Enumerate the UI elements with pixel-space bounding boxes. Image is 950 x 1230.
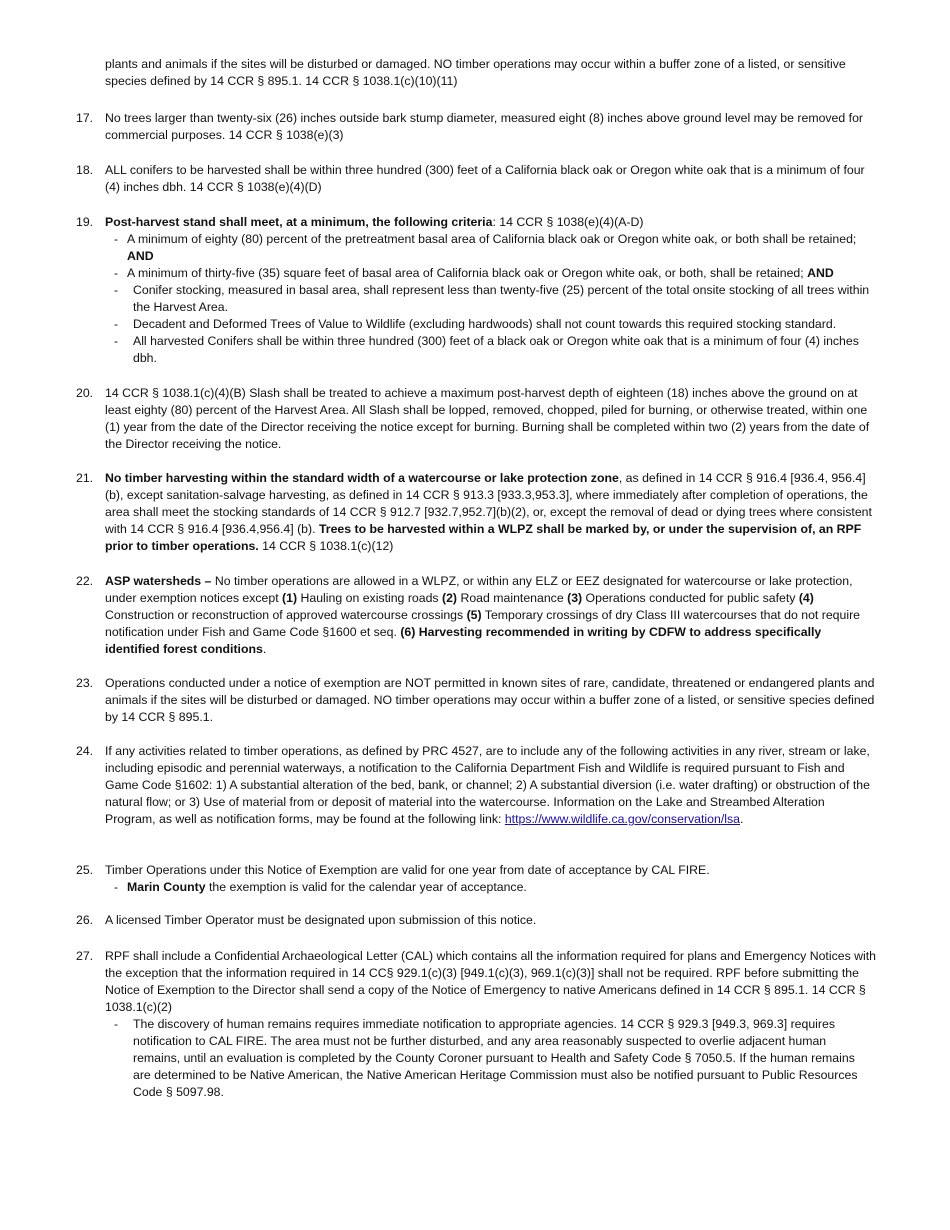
item-number: 18.: [76, 163, 94, 177]
item-body-text: If any activities related to timber operations, as defined by PRC 4527, are to include any of the following activities in any river, stream or lake, including episodic and perennial waterways, a notification to the California Department Fish and Wildlife is required pursuant to Fish and Game Code §1602: 1) A substantial alteration of the bed, bank, or channel; 2) A substantial diversion (i.e. water drafting) or obstruction of the natural flow; or 3) Use of material from or deposit of material into the watercourse. Information on the Lake and Streambed Alteration Program, as well as notification forms, may be found at the following link:: [105, 744, 870, 826]
item-bold-text: (6) Harvesting recommended in writing by CDFW to address specifically identified forest conditions: [105, 625, 822, 656]
item-20: [76, 385, 876, 453]
sub-item-text: A minimum of eighty (80) percent of the pretreatment basal area of California black oak or Oregon white oak, or both shall be retained;: [127, 232, 857, 246]
sub-item-bold: AND: [127, 249, 154, 263]
dash-bullet: -: [114, 317, 119, 331]
sub-item-text: Conifer stocking, measured in basal area, shall represent less than twenty-five (25) percent of the total onsite stocking of all trees within the Harvest Area.: [133, 283, 870, 314]
item-number: 17.: [76, 111, 94, 125]
sub-item-text: Decadent and Deformed Trees of Value to Wildlife (excluding hardwoods) shall not count towards this required stocking standard.: [133, 317, 837, 331]
item-21: [76, 470, 876, 555]
item-number: 24.: [76, 744, 94, 758]
item-text: ALL conifers to be harvested shall be within three hundred (300) feet of a California black oak or Oregon white oak that is a minimum of four (4) inches dbh. 14 CCR § 1038(e)(4)(D): [105, 163, 865, 194]
item-body-text: , as defined in 14 CCR § 916.4 [936.4, 956.4](b), except sanitation-salvage harvesting, as defined in 14 CCR § 913.3 [933.3,953.3], where immediately after completion of operations, the area shall meet the stocking standards of 14 CCR § 912.7 [932.7,952.7](b)(2), or, except the removal of dead or dying trees where consistent with 14 CCR § 916.4 [936.4,956.4] (b).: [105, 471, 872, 536]
item-bold-text: Trees to be harvested within a WLPZ shall be marked by, or under the supervision of, an RPF prior to timber operations.: [105, 522, 862, 553]
item-number: 26.: [76, 913, 94, 927]
sub-item-bold: Marin County: [127, 880, 206, 894]
dash-bullet: -: [114, 232, 119, 246]
item-bold-text: (5): [466, 608, 482, 622]
item-26: [76, 912, 876, 929]
sub-item: [105, 333, 876, 367]
item-23: [76, 675, 876, 726]
sub-item-text: A minimum of thirty-five (35) square feet of basal area of California black oak or Oregon white oak, or both, shall be retained;: [127, 266, 808, 280]
dash-bullet: -: [114, 266, 119, 280]
item-text: Operations conducted under a notice of exemption are NOT permitted in known sites of rare, candidate, threatened or endangered plants and animals if the sites will be disturbed or damaged. NO timber operations may occur within a buffer zone of a listed, or sensitive species defined by 14 CCR § 895.1.: [105, 676, 875, 724]
item-18: [76, 162, 876, 196]
item-body-text: Temporary crossings of dry Class III watercourses that do not require notification under Fish and Game Code §1600 et seq.: [105, 608, 861, 639]
item-bold-text: ASP watersheds –: [105, 574, 212, 588]
dash-bullet: -: [114, 1017, 119, 1031]
dash-bullet: -: [114, 283, 119, 297]
sub-item: [105, 879, 876, 896]
sub-item-text: The discovery of human remains requires immediate notification to appropriate agencies. 14 CCR § 929.3 [949.3, 969.3] requires notification to CAL FIRE. The area must not be further disturbed, and any area reasonably suspected to overlie adjacent human remains, until an evaluation is completed by the County Coroner pursuant to Health and Safety Code § 7050.5. If the human remains are determined to be Native American, the Native American Heritage Commission must also be notified pursuant to Public Resources Code § 5097.98.: [133, 1017, 858, 1099]
item-number: 21.: [76, 471, 94, 485]
item-bold-text: No timber harvesting within the standard width of a watercourse or lake protection zone: [105, 471, 619, 485]
item-25: [76, 862, 876, 896]
lsa-link[interactable]: https://www.wildlife.ca.gov/conservation/lsa: [504, 812, 740, 826]
item-number: 23.: [76, 676, 94, 690]
item-bold-text: (4): [798, 591, 814, 605]
sub-item: [105, 265, 876, 282]
item-citation: 14 CCR § 1038.1(c)(12): [258, 539, 394, 553]
item-bold-text: (2): [442, 591, 458, 605]
dash-bullet: -: [114, 334, 119, 348]
item-body-text: No timber operations are allowed in a WLPZ, or within any ELZ or EEZ designated for watercourse or lake protection, under exemption notices except: [105, 574, 853, 605]
item-bold-heading: Post-harvest stand shall meet, at a minimum, the following criteria: [105, 215, 493, 229]
item-number: 27.: [76, 949, 94, 963]
item-body-text: Operations conducted for public safety: [582, 591, 799, 605]
item-text: [105, 573, 876, 658]
item-17: [76, 110, 876, 144]
sub-item: [105, 231, 876, 265]
continuation-text: plants and animals if the sites will be disturbed or damaged. NO timber operations may occur within a buffer zone of a listed, or sensitive species defined by 14 CCR § 895.1. 14 CCR § 1038.1(c)(10)(11): [105, 57, 846, 88]
dash-bullet: -: [114, 880, 119, 894]
item-22: [76, 573, 876, 658]
item-body-text: .: [739, 812, 744, 826]
sub-item-bold: AND: [807, 266, 834, 280]
sub-item: [105, 1016, 876, 1101]
item-body-text: Construction or reconstruction of approved watercourse crossings: [105, 608, 467, 622]
item-body-text: .: [262, 642, 267, 656]
item-number: 20.: [76, 386, 94, 400]
item-bold-text: (1): [282, 591, 298, 605]
item-bold-text: (3): [567, 591, 583, 605]
item-heading: [105, 214, 876, 231]
item-text: 14 CCR § 1038.1(c)(4)(B) Slash shall be treated to achieve a maximum post-harvest depth of eighteen (18) inches above the ground on at least eighty (80) percent of the Harvest Area. All Slash shall be lopped, removed, chopped, piled for burning, or otherwise treated, within one (1) year from the date of the Director receiving the notice except for burning. Burning shall be completed within two (2) years from the date of the Director receiving the notice.: [105, 386, 870, 451]
sub-item: [105, 316, 876, 333]
item-body-text: Hauling on existing roads: [297, 591, 442, 605]
item-text: [105, 470, 876, 555]
item-text: Timber Operations under this Notice of Exemption are valid for one year from date of acceptance by CAL FIRE.: [105, 863, 710, 877]
item-19: [76, 214, 876, 367]
item-text: [105, 743, 876, 828]
sub-item: [105, 282, 876, 316]
item-text: RPF shall include a Confidential Archaeological Letter (CAL) which contains all the information required for plans and Emergency Notices with the exception that the information required in 14 CC§ 929.1(c)(3) [949.1(c)(3), 969.1(c)(3)] shall not be required. RPF before submitting the Notice of Exemption to the Director shall send a copy of the Notice of Emergency to native Americans defined in 14 CCR § 895.1. 14 CCR § 1038.1(c)(2): [105, 949, 876, 1014]
item-text: A licensed Timber Operator must be designated upon submission of this notice.: [105, 913, 537, 927]
item-body-text: Road maintenance: [457, 591, 568, 605]
item-number: 22.: [76, 574, 94, 588]
item-number: 19.: [76, 215, 94, 229]
item-27: [76, 948, 876, 1101]
sub-item-text: All harvested Conifers shall be within three hundred (300) feet of a black oak or Oregon white oak that is a minimum of four (4) inches dbh.: [133, 334, 859, 365]
item-24: [76, 743, 876, 828]
item-citation: : 14 CCR § 1038(e)(4)(A-D): [492, 215, 644, 229]
sub-item-text: the exemption is valid for the calendar year of acceptance.: [205, 880, 527, 894]
item-text: No trees larger than twenty-six (26) inches outside bark stump diameter, measured eight (8) inches above ground level may be removed for commercial purposes. 14 CCR § 1038(e)(3): [105, 111, 863, 142]
item-number: 25.: [76, 863, 94, 877]
